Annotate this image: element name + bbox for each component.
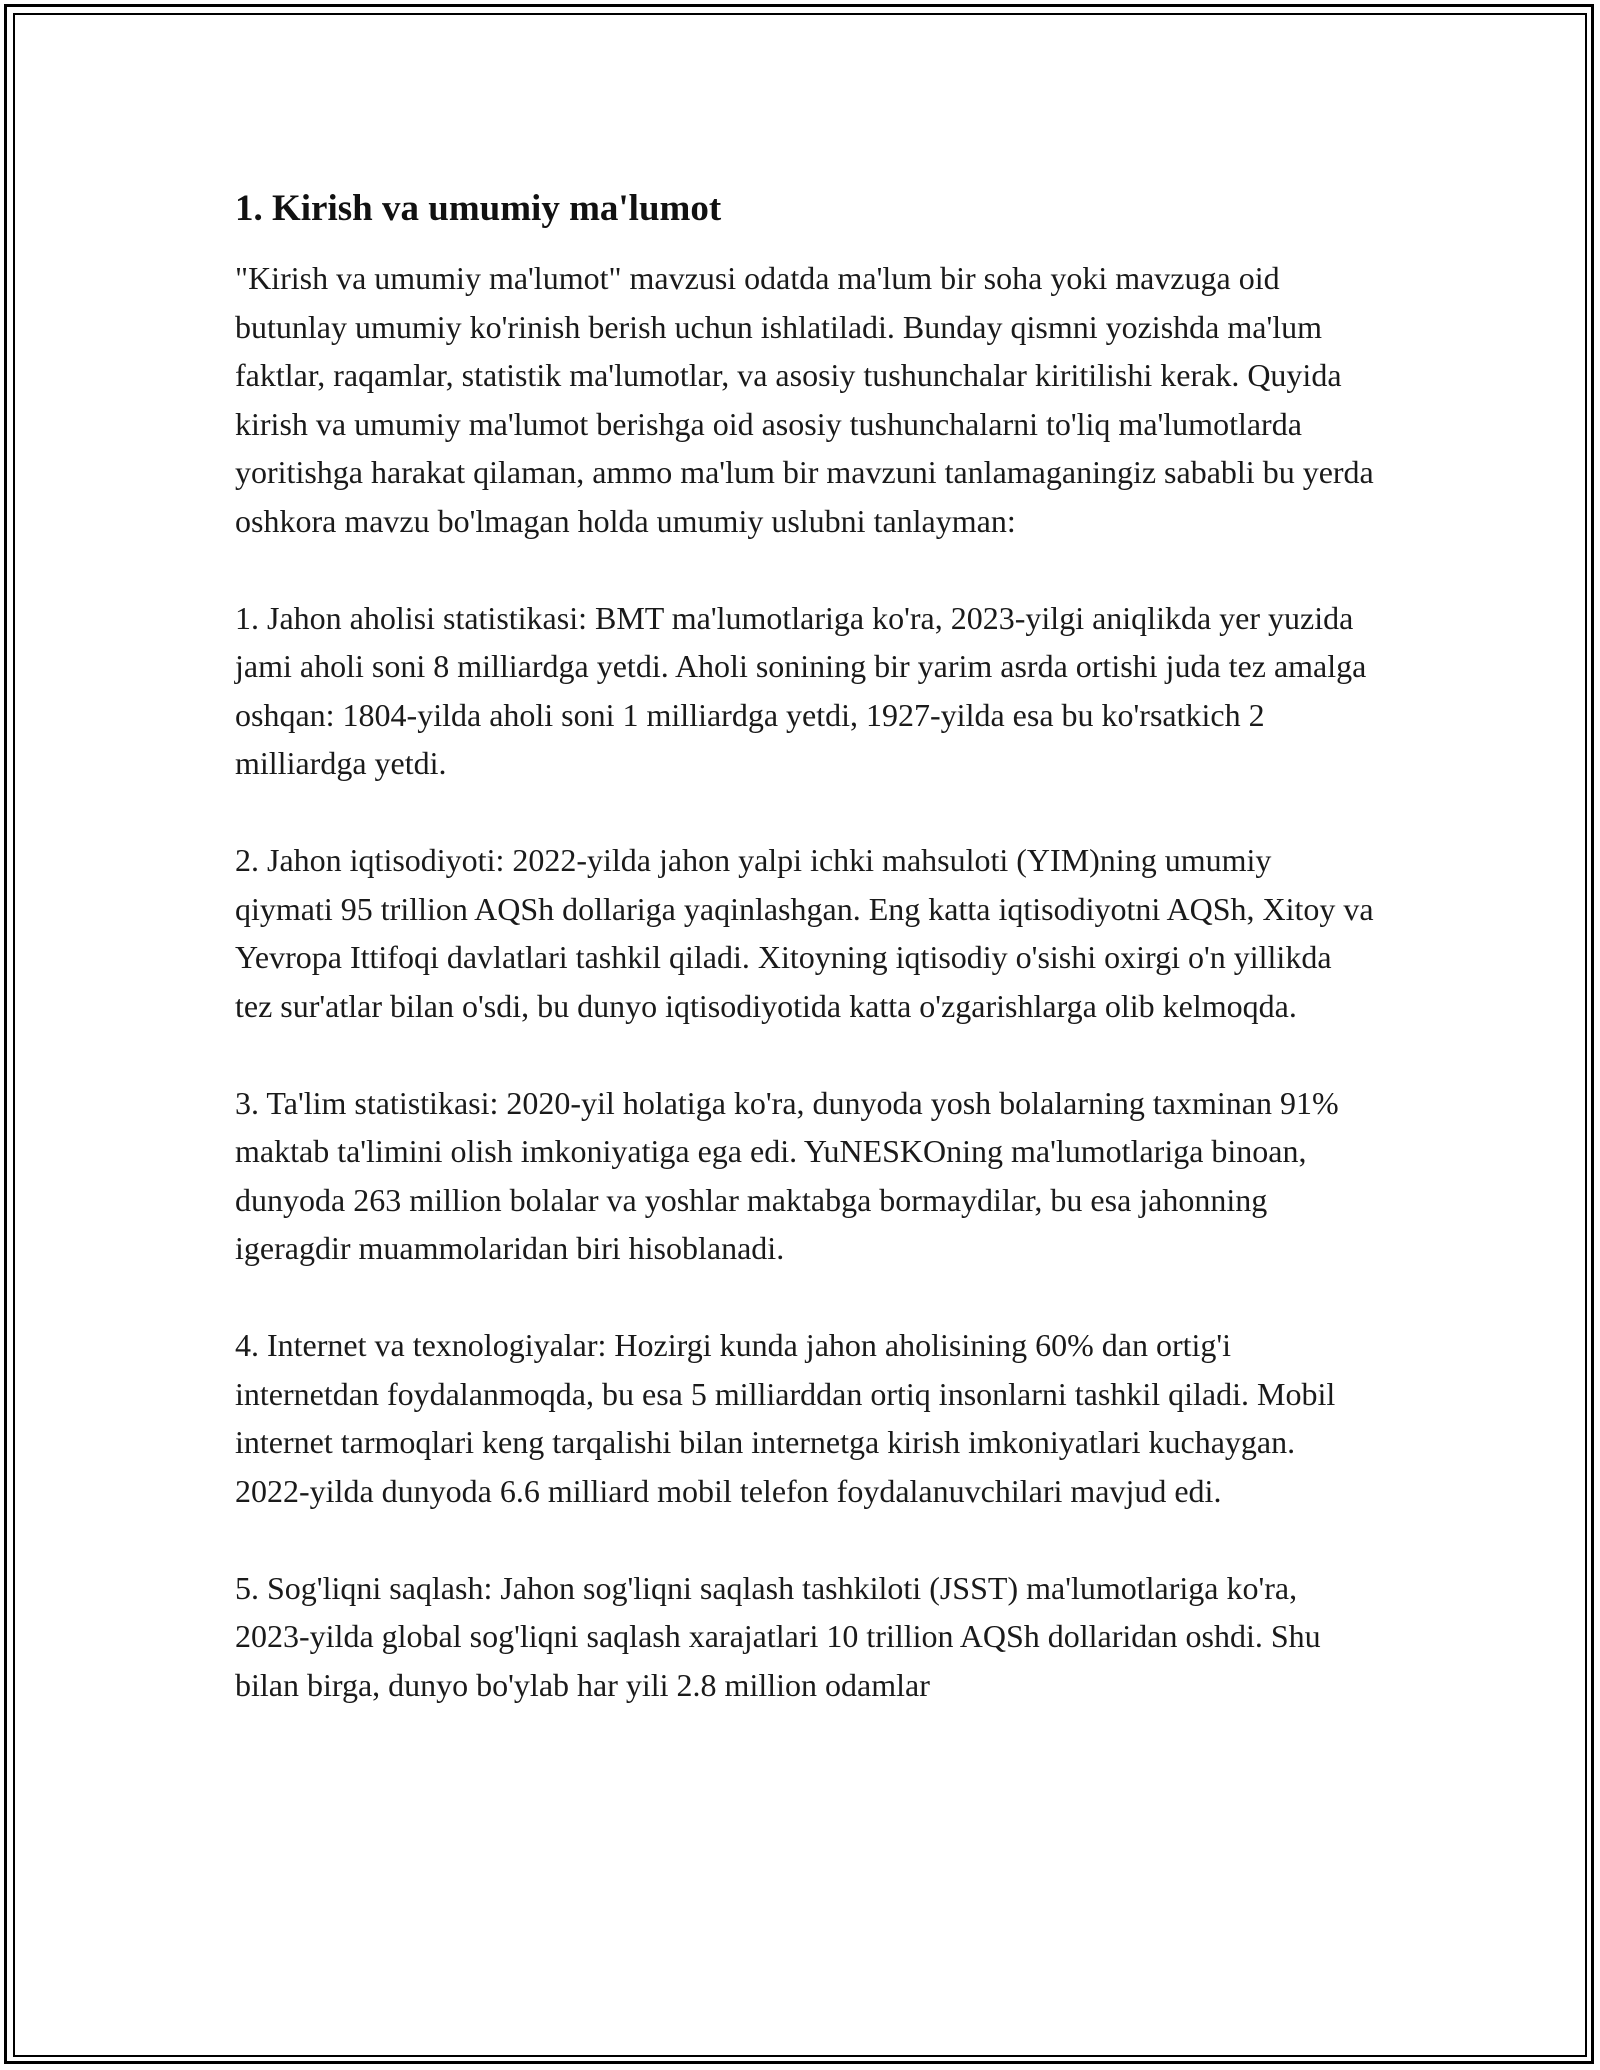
section-heading: 1. Kirish va umumiy ma'lumot — [235, 188, 722, 229]
intro-paragraph: "Kirish va umumiy ma'lumot" mavzusi odatda ma'lum bir soha yoki mavzuga oid butunlay umumiy ko'rinish berish uchun ishlatiladi. Bunday qismni yozishda ma'lum faktlar, raqamlar, statistik ma'lumotlar, va asosiy tushunchalar kiritilishi kerak. Quyida kirish va umumiy ma'lumot berishga oid asosiy tushunchalarni to'liq ma'lumotlarda yoritishga harakat qilaman, ammo ma'lum bir mavzuni tanlamaganingiz sababli bu yerda oshkora mavzu bo'lmagan holda umumiy uslubni tanlayman: — [235, 260, 1374, 539]
document-body — [235, 186, 1375, 1758]
list-item-health: 5. Sog'liqni saqlash: Jahon sog'liqni saqlash tashkiloti (JSST) ma'lumotlariga ko'ra, 2023-yilda global sog'liqni saqlash xarajatlari 10 trillion AQSh dollaridan oshdi. Shu bilan birga, dunyo bo'ylab har yili 2.8 million odamlar — [235, 1569, 1321, 1703]
list-item-economy: 2. Jahon iqtisodiyoti: 2022-yilda jahon yalpi ichki mahsuloti (YIM)ning umumiy qiymati 95 trillion AQSh dollariga yaqinlashgan. Eng katta iqtisodiyotni AQSh, Xitoy va Yevropa Ittifoqi davlatlari tashkil qiladi. Xitoyning iqtisodiy o'sishi oxirgi o'n yillikda tez sur'atlar bilan o'sdi, bu dunyo iqtisodiyotida katta o'zgarishlarga olib kelmoqda. — [235, 842, 1374, 1024]
list-item-internet: 4. Internet va texnologiyalar: Hozirgi kunda jahon aholisining 60% dan ortig'i internetdan foydalanmoqda, bu esa 5 milliarddan ortiq insonlarni tashkil qiladi. Mobil internet tarmoqlari keng tarqalishi bilan internetga kirish imkoniyatlari kuchaygan. 2022-yilda dunyoda 6.6 milliard mobil telefon foydalanuvchilari mavjud edi. — [235, 1327, 1336, 1509]
list-item-education: 3. Ta'lim statistikasi: 2020-yil holatiga ko'ra, dunyoda yosh bolalarning taxminan 91% maktab ta'limini olish imkoniyatiga ega edi. YuNESKOning ma'lumotlariga binoan, dunyoda 263 million bolalar va yoshlar maktabga bormaydilar, bu esa jahonning igeragdir muammolaridan biri hisoblanadi. — [235, 1084, 1339, 1266]
list-item-population: 1. Jahon aholisi statistikasi: BMT ma'lumotlariga ko'ra, 2023-yilgi aniqlikda yer yuzida jami aholi soni 8 milliardga yetdi. Aholi sonining bir yarim asrda ortishi juda tez amalga oshqan: 1804-yilda aholi soni 1 milliardga yetdi, 1927-yilda esa bu ko'rsatkich 2 milliardga yetdi. — [235, 599, 1367, 781]
